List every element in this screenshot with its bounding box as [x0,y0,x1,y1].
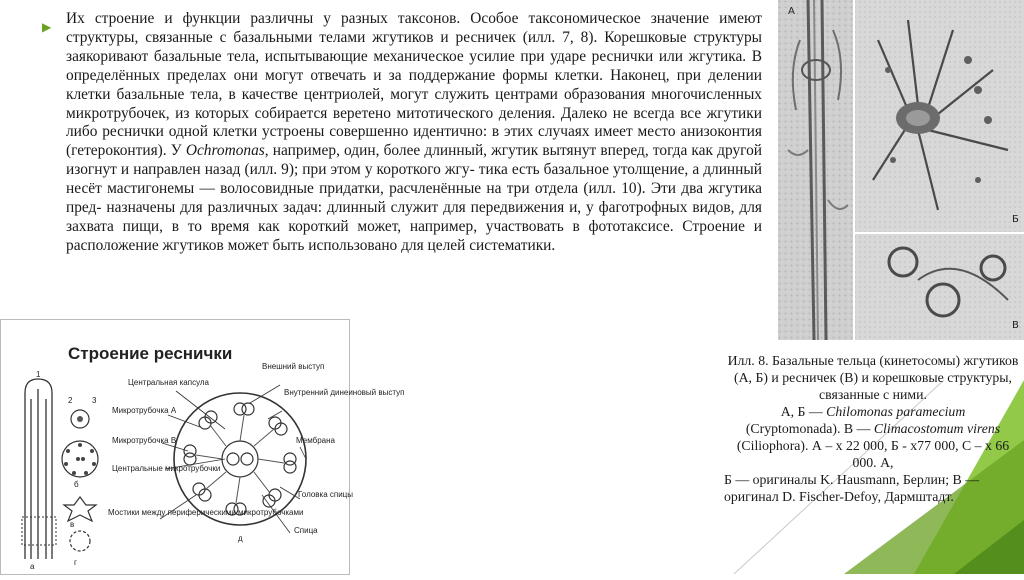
figure-caption: Илл. 8. Базальные тельца (кинетосомы) жгутиков (А, Б) и ресничек (В) и корешковые структуры, связанные с ними. А, Б — Chilomonas paramecium (Cryptomonada). В — Climacostomum virens (Ciliophora). А – х 22 000, Б - х77 000, С – х 66 000. А, Б — оригиналы K. Hausmann, Берлин; В — оригинал D. Fischer-Defoy, Дармштадт. [724,353,1019,504]
label-membrane: Мембрана [296,436,335,445]
label-central-microtubules: Центральные микротрубочки [112,464,221,473]
label-a-sub: а [30,562,35,571]
micrograph-panel [778,0,1024,340]
label-central-capsule: Центральная капсула [128,378,210,387]
cilium-diagram [0,319,405,575]
label-inner-arm: Внутренний динеиновый выступ [284,388,405,397]
label-n1: 1 [36,370,41,379]
label-bridges: Мостики между периферическими микротрубочками [108,508,304,517]
cilium-diagram-image [0,319,405,575]
micrograph-image [778,0,1024,340]
label-spoke: Спица [294,526,318,535]
label-a: А [788,6,795,17]
label-microtubule-a: Микротрубочка А [112,406,177,415]
label-microtubule-b: Микротрубочка В [112,436,177,445]
diagram-title: Строение реснички [68,344,233,363]
bullet-icon: ▶ [42,20,52,34]
label-d-sub: д [238,534,243,543]
label-v-sub: в [70,520,75,529]
main-paragraph: Их строение и функции различны у разных таксонов. Особое таксономическое значение имеют структуры, связанные с базальными телами жгутиков и ресничек (илл. 7, 8). Корешковые структуры заякоривают базальные тела, испытывающие механическое усилие при ударе реснички или жгутика. В определённых пределах они могут отвечать и за поддержание формы клетки. Наконец, при делении клетки базальные тела, в качестве центриолей, могут служить центрами образования многочисленных микротрубочек, из которых собирается веретено митотического деления. Далеко не всегда все жгутики либо реснички одной клетки устроены совершенно идентично: в этих случаях имеет место анизоконтия (гетероконтия). У Ochromonas, например, один, более длинный, жгутик вытянут вперед, тогда как другой изогнут и направлен назад (илл. 9); при этом у короткого жгу- тика есть базальное утолщение, а длинный несёт мастигонемы — волосовидные придатки, расчленённые на три отдела (илл. 10). Эти два жгутика пред- назначены для различных задач: длинный служит для передвижения и, у фаготрофных видов, для захвата пищи, в то время как короткий может, например, участвовать в фототаксисе. Строение и расположение жгутиков может быть использовано для целей систематики. [66,10,762,254]
label-b: Б [1012,214,1019,225]
label-spoke-head: Головка спицы [298,490,354,499]
label-v: В [1012,320,1019,331]
ochromonas-term: Ochromonas [185,142,265,160]
label-g-sub: г [74,558,77,567]
label-b-sub: б [74,480,79,489]
label-n3: 3 [92,396,97,405]
label-outer-arm: Внешний выступ [262,362,325,371]
label-n2: 2 [68,396,73,405]
